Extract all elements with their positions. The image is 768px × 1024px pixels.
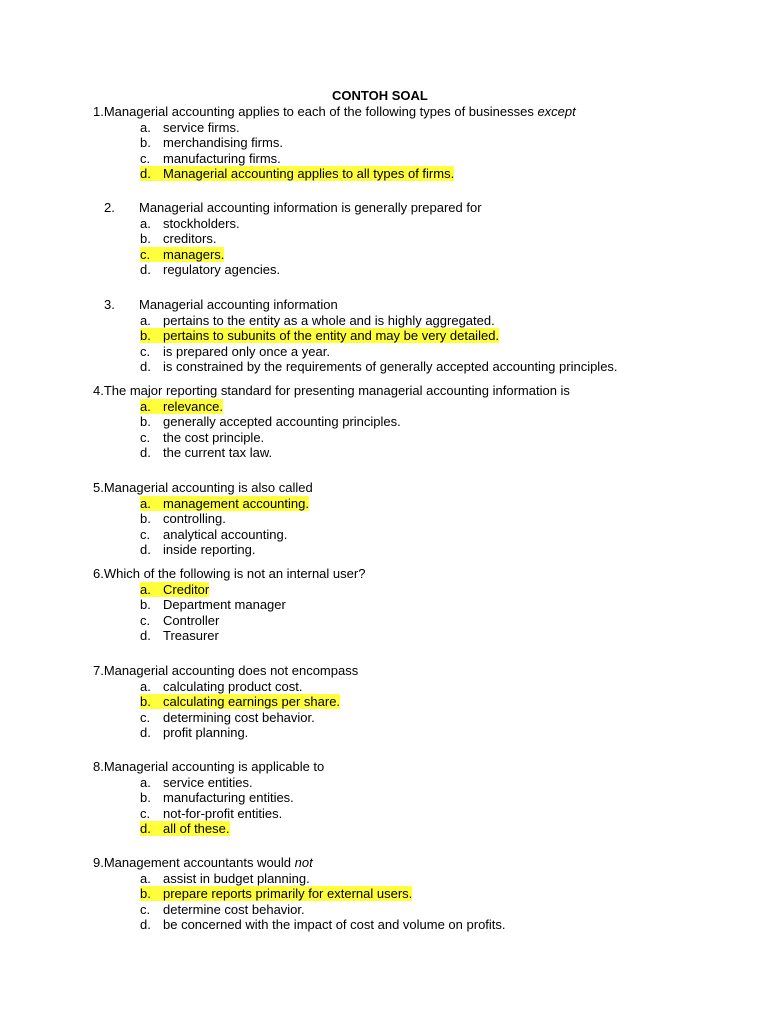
- answer-option: [140, 231, 216, 246]
- answer-option: [140, 445, 272, 460]
- option-text: all of these.: [163, 821, 230, 836]
- option-text: calculating earnings per share.: [163, 694, 341, 709]
- option-text: the current tax law.: [163, 445, 273, 460]
- option-letter: d.: [140, 445, 151, 460]
- answer-option: [140, 871, 310, 886]
- option-letter: c.: [140, 526, 151, 542]
- question-text: Managerial accounting information: [139, 297, 338, 312]
- answer-option: [140, 542, 256, 557]
- option-text: regulatory agencies.: [163, 262, 281, 277]
- question-number: 2.: [104, 200, 115, 215]
- answer-option: [140, 313, 495, 328]
- option-text: managers.: [163, 246, 225, 262]
- option-text: inside reporting.: [163, 542, 256, 557]
- answer-option: [140, 806, 282, 821]
- option-text: determine cost behavior.: [163, 901, 305, 917]
- answer-option: [140, 613, 219, 628]
- question-stem: [104, 297, 338, 312]
- option-letter: d.: [140, 542, 151, 557]
- question-stem: [104, 200, 482, 215]
- option-text: pertains to subunits of the entity and may be very detailed.: [163, 328, 500, 343]
- answer-option: [140, 151, 281, 166]
- answer-option-highlighted: [140, 886, 412, 901]
- option-text: manufacturing firms.: [163, 150, 281, 166]
- answer-option: [140, 628, 219, 643]
- question-stem: [93, 855, 313, 870]
- answer-option-highlighted: [140, 821, 230, 836]
- option-text: assist in budget planning.: [163, 870, 310, 886]
- answer-option: [140, 262, 280, 277]
- option-text: is constrained by the requirements of generally accepted accounting principles.: [163, 359, 618, 374]
- answer-option: [140, 679, 302, 694]
- question-text: Managerial accounting information is generally prepared for: [139, 200, 482, 215]
- question-number: 9.: [93, 855, 104, 870]
- answer-option: [140, 216, 240, 231]
- option-text: Controller: [163, 612, 220, 628]
- question-stem: [93, 566, 365, 581]
- option-text: Treasurer: [163, 628, 219, 643]
- question-text: Managerial accounting applies to each of the following types of businesses except: [103, 104, 576, 119]
- option-letter: c.: [140, 429, 151, 445]
- answer-option-highlighted: [140, 328, 499, 343]
- option-letter: b.: [140, 135, 151, 150]
- question-number: 1.: [93, 104, 104, 119]
- option-text: controlling.: [163, 511, 226, 526]
- option-letter: a.: [140, 870, 151, 886]
- answer-option: [140, 917, 506, 932]
- option-text: pertains to the entity as a whole and is highly aggregated.: [163, 312, 495, 328]
- option-letter: c.: [140, 709, 151, 725]
- option-letter: a.: [140, 495, 151, 511]
- option-letter: d.: [140, 628, 151, 643]
- option-letter: a.: [140, 215, 151, 231]
- question-stem: [93, 104, 576, 119]
- answer-option: [140, 790, 294, 805]
- answer-option: [140, 359, 618, 374]
- answer-option: [140, 597, 286, 612]
- option-text: management accounting.: [163, 495, 309, 511]
- question-number: 6.: [93, 566, 104, 581]
- question-text: Management accountants would not: [103, 855, 313, 870]
- question-number: 3.: [104, 297, 115, 312]
- option-text: be concerned with the impact of cost and volume on profits.: [163, 917, 506, 932]
- answer-option: [140, 902, 305, 917]
- question-text: Managerial accounting is applicable to: [103, 759, 325, 774]
- option-letter: b.: [140, 790, 151, 805]
- option-letter: b.: [140, 231, 151, 246]
- option-text: prepare reports primarily for external users.: [163, 886, 413, 901]
- option-letter: b.: [140, 694, 151, 709]
- option-letter: c.: [140, 246, 151, 262]
- answer-option: [140, 725, 248, 740]
- question-text: The major reporting standard for presenting managerial accounting information is: [103, 383, 570, 398]
- answer-option: [140, 414, 401, 429]
- question-stem: [93, 663, 358, 678]
- question-emphasis: not: [294, 855, 313, 870]
- option-letter: c.: [140, 150, 151, 166]
- option-text: service firms.: [163, 119, 240, 135]
- question-number: 5.: [93, 480, 104, 495]
- answer-option-highlighted: [140, 694, 340, 709]
- answer-option-highlighted: [140, 166, 454, 181]
- option-text: merchandising firms.: [163, 135, 283, 150]
- option-text: creditors.: [163, 231, 217, 246]
- question-text: Which of the following is not an internal user?: [103, 566, 366, 581]
- answer-option: [140, 344, 330, 359]
- option-letter: c.: [140, 612, 151, 628]
- option-text: analytical accounting.: [163, 526, 288, 542]
- option-text: Department manager: [163, 597, 286, 612]
- answer-option: [140, 527, 287, 542]
- option-text: stockholders.: [163, 215, 240, 231]
- question-number: 4.: [93, 383, 104, 398]
- option-letter: d.: [140, 821, 151, 836]
- question-stem: [93, 480, 313, 495]
- option-letter: a.: [140, 312, 151, 328]
- answer-option-highlighted: [140, 247, 224, 262]
- answer-option: [140, 135, 283, 150]
- option-letter: a.: [140, 119, 151, 135]
- answer-option: [140, 120, 240, 135]
- option-letter: b.: [140, 597, 151, 612]
- option-text: determining cost behavior.: [163, 709, 315, 725]
- option-text: is prepared only once a year.: [163, 343, 330, 359]
- option-text: the cost principle.: [163, 429, 265, 445]
- option-letter: a.: [140, 398, 151, 414]
- question-number: 8.: [93, 759, 104, 774]
- option-letter: a.: [140, 678, 151, 694]
- question-text: Managerial accounting is also called: [103, 480, 313, 495]
- option-letter: c.: [140, 805, 151, 821]
- option-letter: d.: [140, 359, 151, 374]
- option-text: manufacturing entities.: [163, 790, 294, 805]
- option-letter: d.: [140, 166, 151, 181]
- option-letter: c.: [140, 343, 151, 359]
- option-letter: b.: [140, 511, 151, 526]
- option-letter: b.: [140, 414, 151, 429]
- option-text: relevance.: [163, 398, 223, 414]
- answer-option-highlighted: [140, 399, 223, 414]
- option-text: service entities.: [163, 774, 253, 790]
- answer-option: [140, 710, 315, 725]
- answer-option-highlighted: [140, 496, 309, 511]
- option-letter: a.: [140, 774, 151, 790]
- option-text: generally accepted accounting principles.: [163, 414, 401, 429]
- option-text: Managerial accounting applies to all types of firms.: [163, 166, 455, 181]
- option-letter: b.: [140, 886, 151, 901]
- option-letter: d.: [140, 917, 151, 932]
- page-title: CONTOH SOAL: [332, 88, 428, 103]
- option-letter: a.: [140, 581, 151, 597]
- answer-option: [140, 775, 253, 790]
- option-text: Creditor: [163, 581, 210, 597]
- answer-option-highlighted: [140, 582, 209, 597]
- option-letter: c.: [140, 901, 151, 917]
- question-stem: [93, 759, 324, 774]
- answer-option: [140, 511, 226, 526]
- option-text: not-for-profit entities.: [163, 805, 283, 821]
- answer-option: [140, 430, 264, 445]
- question-emphasis: except: [537, 104, 576, 119]
- question-number: 7.: [93, 663, 104, 678]
- option-text: calculating product cost.: [163, 678, 303, 694]
- option-text: profit planning.: [163, 725, 249, 740]
- option-letter: d.: [140, 725, 151, 740]
- option-letter: d.: [140, 262, 151, 277]
- question-text: Managerial accounting does not encompass: [103, 663, 359, 678]
- question-stem: [93, 383, 570, 398]
- option-letter: b.: [140, 328, 151, 343]
